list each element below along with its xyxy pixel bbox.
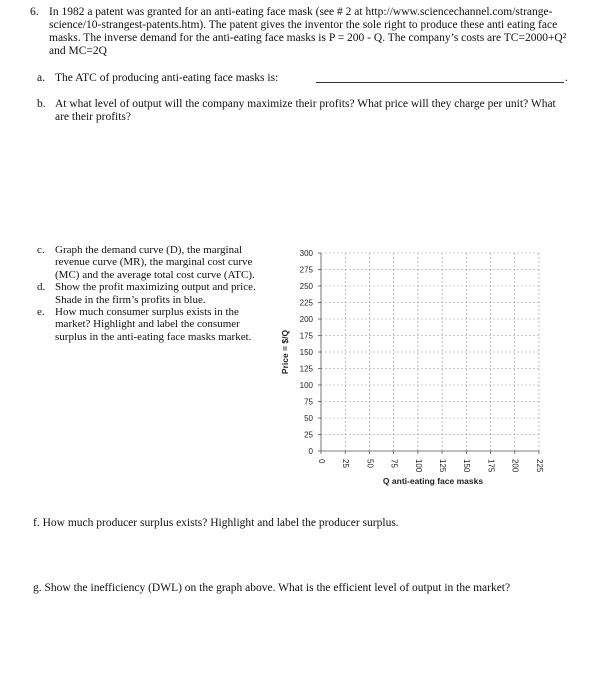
- item-b-text: At what level of output will the company maximize their profits? What price will they charge per unit? What are their profits?: [55, 98, 556, 123]
- item-f: f. How much producer surplus exists? Highlight and label the producer surplus.: [33, 517, 399, 529]
- x-tick-label: 150: [462, 459, 472, 473]
- y-tick-label: 175: [299, 331, 313, 341]
- item-d: [37, 281, 269, 306]
- item-a: [37, 72, 278, 84]
- y-tick-label: 25: [304, 430, 313, 440]
- item-e: [37, 306, 269, 343]
- question-number: 6.: [30, 6, 39, 18]
- x-axis-title: Q anti-eating face masks: [382, 476, 484, 486]
- y-tick-label: 275: [299, 265, 313, 275]
- y-tick-label: 100: [299, 381, 313, 390]
- item-a-text: The ATC of producing anti-eating face masks is:: [55, 72, 279, 84]
- x-tick-label: 125: [438, 459, 448, 473]
- y-axis-title: Price = $/Q: [280, 329, 290, 375]
- y-tick-label: 250: [299, 282, 313, 291]
- x-tick-label: 75: [389, 459, 399, 468]
- x-tick-label: 25: [341, 459, 351, 468]
- item-g: g. Show the inefficiency (DWL) on the graph above. What is the efficient level of output in the market?: [33, 582, 511, 594]
- item-e-label: e.: [37, 306, 45, 319]
- item-e-text: How much consumer surplus exists in the market? Highlight and label the consumer surplus in the anti-eating face masks market.: [55, 306, 252, 343]
- x-tick-label: 225: [534, 459, 544, 473]
- item-c-label: c.: [37, 244, 45, 256]
- x-tick-label: 100: [413, 459, 423, 473]
- y-tick-label: 50: [304, 414, 313, 423]
- graph-grid[interactable]: [270, 240, 550, 495]
- y-tick-label: 0: [308, 447, 313, 456]
- item-a-end: .: [565, 72, 568, 84]
- x-tick-label: 200: [510, 459, 520, 473]
- item-c-text: Graph the demand curve (D), the marginal revenue curve (MR), the marginal cost curve (MC) and the average total cost curve (ATC).: [55, 244, 255, 281]
- question-intro: In 1982 a patent was granted for an anti-eating face mask (see # 2 at http://www.sciencechannel.com/strange-science/10-strangest-patents.htm). The patent gives the inventor the sole right to produce these anti eating face masks. The inverse demand for the anti-eating face masks is P = 200 - Q. The company’s costs are TC=2000+Q² and MC=2Q: [49, 6, 567, 57]
- item-b-label: b.: [37, 98, 46, 110]
- x-tick-label: 0: [316, 459, 326, 464]
- y-tick-label: 225: [299, 298, 313, 308]
- y-tick-label: 300: [299, 249, 313, 258]
- item-d-label: d.: [37, 281, 46, 294]
- x-tick-label: 175: [486, 459, 496, 473]
- items-c-d-e: [37, 244, 269, 343]
- y-tick-label: 150: [299, 348, 313, 357]
- y-tick-label: 75: [304, 397, 313, 407]
- item-d-text: Show the profit maximizing output and price. Shade in the firm’s profits in blue.: [55, 281, 256, 306]
- item-a-label: a.: [37, 72, 45, 84]
- y-tick-label: 125: [299, 364, 313, 374]
- item-c: [37, 244, 269, 281]
- answer-blank-a[interactable]: [316, 82, 564, 83]
- y-tick-label: 200: [299, 315, 313, 324]
- x-tick-label: 50: [365, 459, 375, 468]
